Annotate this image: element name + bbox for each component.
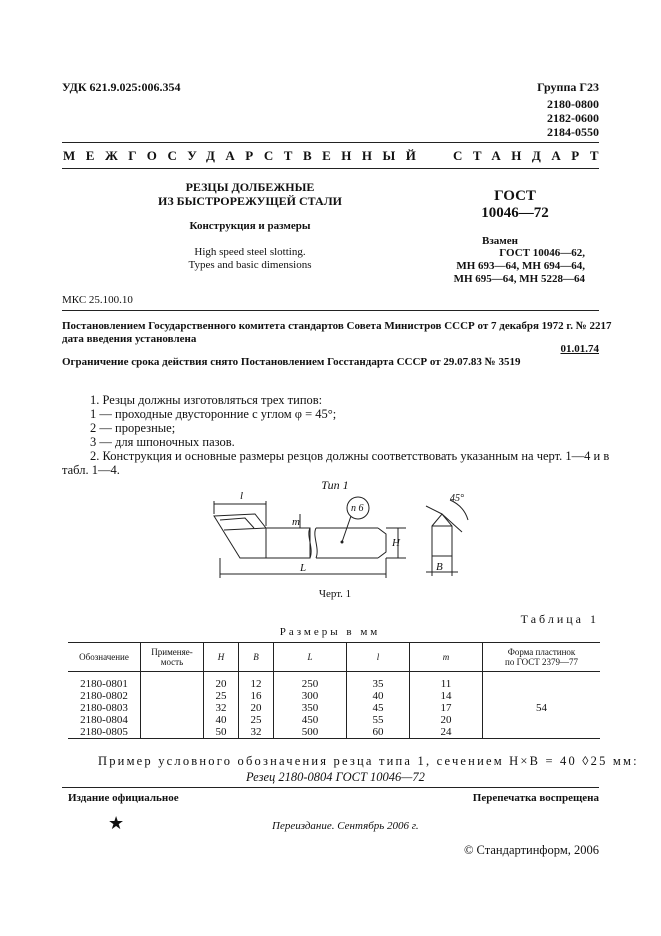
cell: 11 [410,672,483,691]
cell: 25 [239,714,274,726]
cell: 2180-0804 [68,714,141,726]
mks-rule [62,310,599,311]
gost-label: ГОСТ [494,188,536,204]
star-icon: ★ [108,813,125,833]
type-3: 3 — для шпоночных пазов. [90,435,235,449]
code-item: 2182-0600 [547,111,599,125]
decree-line: дата введения установлена [62,333,197,345]
group-code: Группа Г23 [537,80,599,94]
english-line: Types and basic dimensions [188,259,312,271]
english-title [150,246,350,272]
dim-n-label: n 6 [351,503,364,514]
cell: 20 [410,714,483,726]
cell: 20 [204,672,239,691]
cell [141,702,204,714]
dim-L-label: L [300,562,307,574]
dim-H-label: H [392,537,400,549]
cell: 2180-0801 [68,672,141,691]
table-title: Размеры в мм [279,626,381,638]
cell: 50 [204,726,239,739]
gost-number [460,188,570,222]
col-header: Применяе- мость [141,643,204,672]
col-header: B [239,643,274,672]
decree-text [62,320,612,346]
replaces-label: Взамен [482,235,518,247]
replaces-item: МН 693—64, МН 694—64, [456,260,585,272]
copyright: © Стандартинформ, 2006 [463,843,599,857]
cell: 32 [239,726,274,739]
cell: 40 [347,690,410,702]
paragraph-2: 2. Конструкция и основные размеры резцов должны соответствовать указанным на черт. 1—4 и в [90,449,610,463]
paragraph-1: 1. Резцы должны изготовляться трех типов: [90,393,323,407]
code-list [547,97,599,139]
cell: 2180-0805 [68,726,141,739]
banner-right: СТАНДАРТ [452,148,609,163]
figure-caption: Черт. 1 [318,588,352,600]
table-caption: Таблица 1 [520,612,599,626]
cell: 45 [347,702,410,714]
paragraph-2-cont: табл. 1—4. [62,463,120,477]
mks-code: МКС 25.100.10 [62,294,133,306]
cell: 16 [239,690,274,702]
standard-subtitle: Конструкция и размеры [189,220,311,232]
dim-B-label: B [436,561,443,573]
cell [141,714,204,726]
table-row [68,672,600,691]
footer-rule [62,787,599,788]
type-1: 1 — проходные двусторонние с углом φ = 45°; [90,407,337,421]
top-rule [62,142,599,143]
cell: 24 [410,726,483,739]
title-line: РЕЗЦЫ ДОЛБЕЖНЫЕ [185,180,315,194]
type-label: Тип 1 [321,478,349,492]
cell [141,690,204,702]
dimensions-table [68,642,600,739]
cell: 500 [274,726,347,739]
standard-title [150,180,350,208]
cell: 32 [204,702,239,714]
decree-line: Постановлением Государственного комитета стандартов Совета Министров СССР от 7 декабря 1972 г. № 2217 [62,320,612,332]
cell: 14 [410,690,483,702]
official-edition: Издание официальное [68,792,179,804]
angle-label: 45° [450,493,464,504]
cutter-drawing [200,486,490,586]
reprint-prohibited: Перепечатка воспрещена [472,792,599,804]
col-header: H [204,643,239,672]
code-item: 2180-0800 [547,97,599,111]
english-line: High speed steel slotting. [194,246,306,258]
col-header: Обозначение [68,643,141,672]
col-header: Форма пластинок по ГОСТ 2379—77 [483,643,601,672]
type-2: 2 — прорезные; [90,421,176,435]
cell: 350 [274,702,347,714]
cell: 35 [347,672,410,691]
replaces-item: ГОСТ 10046—62, [499,247,585,259]
replaces-list [454,247,585,286]
cell: 2180-0803 [68,702,141,714]
cell: 60 [347,726,410,739]
gost-id: 10046—72 [481,205,549,221]
cell: 25 [204,690,239,702]
dim-m-label: m [292,516,300,528]
reissue-note: Переиздание. Сентябрь 2006 г. [272,820,419,832]
cell: 450 [274,714,347,726]
example-text: Пример условного обозначения резца типа 1, сечением H×B = 40 ◊25 мм: [98,754,639,768]
dim-l-label: l [240,490,244,502]
cell: 250 [274,672,347,691]
title-line: ИЗ БЫСТРОРЕЖУЩЕЙ СТАЛИ [157,194,342,208]
banner-rule [62,168,599,169]
cell: 300 [274,690,347,702]
col-header: m [410,643,483,672]
cell: 12 [239,672,274,691]
cell: 20 [239,702,274,714]
plate-form-cell: 54 [483,672,601,739]
cell: 2180-0802 [68,690,141,702]
col-header: L [274,643,347,672]
replaces-item: МН 695—64, МН 5228—64 [453,273,585,285]
limit-removed-text: Ограничение срока действия снято Постановлением Госстандарта СССР от 29.07.83 № 3519 [62,356,521,368]
cell: 40 [204,714,239,726]
example-designation: Резец 2180-0804 ГОСТ 10046—72 [246,770,425,784]
banner-left: МЕЖГОСУДАРСТВЕННЫЙ [63,148,427,163]
cell [141,672,204,691]
cell: 17 [410,702,483,714]
udk-code: УДК 621.9.025:006.354 [62,80,181,94]
code-item: 2184-0550 [547,125,599,139]
cell [141,726,204,739]
effective-date: 01.01.74 [560,343,599,355]
cell: 55 [347,714,410,726]
col-header: l [347,643,410,672]
